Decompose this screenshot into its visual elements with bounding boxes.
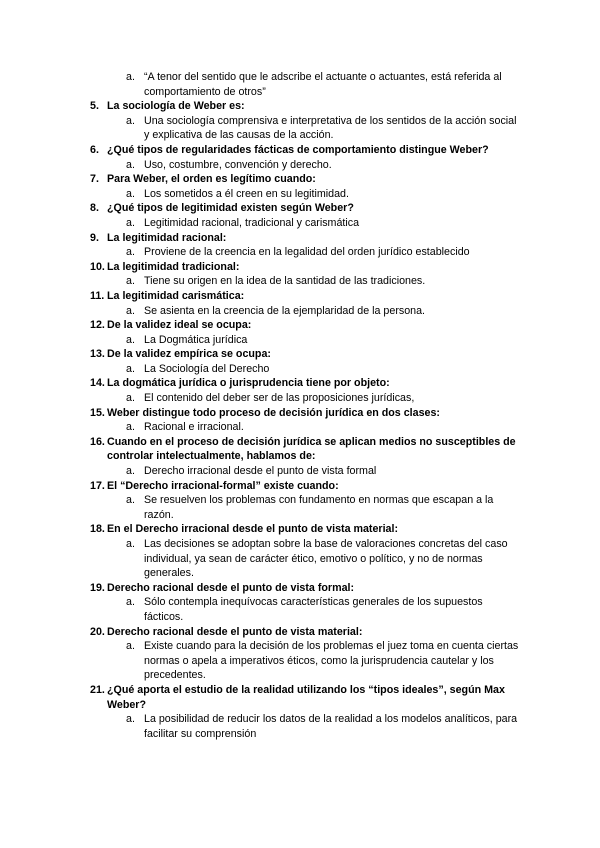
question-text: De la validez ideal se ocupa: bbox=[107, 319, 252, 332]
question bbox=[0, 581, 600, 596]
question-text: La legitimidad racional: bbox=[107, 231, 227, 244]
qa-item bbox=[0, 231, 600, 260]
answer-text: La Dogmática jurídica bbox=[144, 333, 248, 346]
answer-text: Se resuelven los problemas con fundamento en normas que escapan a la razón. bbox=[144, 494, 494, 521]
question-text: Derecho racional desde el punto de vista formal: bbox=[107, 581, 355, 594]
answer-letter: a. bbox=[126, 713, 135, 726]
question bbox=[0, 479, 600, 494]
answer bbox=[0, 187, 600, 202]
question-number: 8. bbox=[90, 202, 99, 215]
document-page bbox=[0, 70, 600, 741]
qa-item bbox=[0, 625, 600, 683]
answer-letter: a. bbox=[126, 158, 135, 171]
answer-letter: a. bbox=[126, 538, 135, 550]
answer-letter: a. bbox=[126, 392, 135, 405]
question-number: 14. bbox=[90, 377, 105, 390]
question-number: 21. bbox=[90, 683, 105, 696]
question-text: De la validez empírica se ocupa: bbox=[107, 348, 271, 361]
answer bbox=[0, 639, 600, 683]
question bbox=[0, 231, 600, 246]
question-text: La dogmática jurídica o jurisprudencia tiene por objeto: bbox=[107, 377, 390, 390]
qa-item bbox=[0, 435, 600, 479]
answer-letter: a. bbox=[126, 304, 135, 317]
qa-item bbox=[0, 201, 600, 230]
answer-text: Los sometidos a él creen en su legitimidad. bbox=[144, 187, 349, 200]
answer-text: “A tenor del sentido que le adscribe el actuante o actuantes, está referida al comportamiento de otros” bbox=[144, 71, 502, 98]
answer-text: Legitimidad racional, tradicional y carismática bbox=[144, 216, 360, 229]
question-number: 6. bbox=[90, 143, 99, 156]
answer-letter: a. bbox=[126, 246, 135, 259]
question bbox=[0, 201, 600, 216]
answer bbox=[0, 464, 600, 479]
question-number: 5. bbox=[90, 100, 99, 113]
answer bbox=[0, 245, 600, 260]
question-text: El “Derecho irracional-formal” existe cuando: bbox=[107, 479, 339, 492]
qa-item bbox=[0, 99, 600, 143]
answer bbox=[0, 216, 600, 231]
answer-text: Derecho irracional desde el punto de vista formal bbox=[144, 465, 377, 478]
question-number: 7. bbox=[90, 173, 99, 186]
question-number: 13. bbox=[90, 348, 105, 361]
answer bbox=[0, 114, 600, 143]
question-number: 20. bbox=[90, 625, 105, 638]
answer bbox=[0, 420, 600, 435]
qa-item bbox=[0, 70, 600, 99]
question-text: La legitimidad tradicional: bbox=[107, 260, 240, 273]
answer bbox=[0, 493, 600, 522]
question-number: 18. bbox=[90, 523, 105, 536]
question-text: ¿Qué tipos de regularidades fácticas de comportamiento distingue Weber? bbox=[107, 143, 489, 156]
question bbox=[0, 260, 600, 275]
question-text: Cuando en el proceso de decisión jurídica se aplican medios no susceptibles de controlar intelectualmente, hablamos de: bbox=[107, 435, 516, 463]
answer bbox=[0, 362, 600, 377]
answer bbox=[0, 70, 600, 99]
qa-item bbox=[0, 143, 600, 172]
question bbox=[0, 143, 600, 158]
qa-item bbox=[0, 522, 600, 580]
answer-letter: a. bbox=[126, 465, 135, 478]
qa-item bbox=[0, 318, 600, 347]
answer-letter: a. bbox=[126, 216, 135, 229]
qa-item bbox=[0, 172, 600, 201]
qa-item bbox=[0, 479, 600, 523]
answer-text: Las decisiones se adoptan sobre la base de valoraciones concretas del caso individual, ya sean de carácter ético, emotivo o político, y no de normas generales. bbox=[144, 538, 508, 580]
answer bbox=[0, 274, 600, 289]
question-number: 19. bbox=[90, 581, 105, 594]
qa-item bbox=[0, 406, 600, 435]
question-text: La legitimidad carismática: bbox=[107, 289, 245, 302]
answer bbox=[0, 537, 600, 581]
question bbox=[0, 172, 600, 187]
answer-letter: a. bbox=[126, 362, 135, 375]
answer-text: Sólo contempla inequívocas características generales de los supuestos fácticos. bbox=[144, 596, 483, 623]
qa-item bbox=[0, 347, 600, 376]
question-number: 9. bbox=[90, 231, 99, 244]
answer-text: Existe cuando para la decisión de los problemas el juez toma en cuenta ciertas normas o apela a imperativos éticos, como la jurisprudencia cautelar y los precedentes. bbox=[144, 640, 519, 682]
answer-text: La Sociología del Derecho bbox=[144, 362, 270, 375]
answer-letter: a. bbox=[126, 187, 135, 200]
question bbox=[0, 522, 600, 537]
answer-text: Uso, costumbre, convención y derecho. bbox=[144, 158, 332, 171]
answer bbox=[0, 304, 600, 319]
question-number: 16. bbox=[90, 435, 105, 448]
qa-item bbox=[0, 376, 600, 405]
answer-letter: a. bbox=[126, 114, 135, 127]
answer-letter: a. bbox=[126, 333, 135, 346]
qa-item bbox=[0, 260, 600, 289]
question bbox=[0, 99, 600, 114]
question bbox=[0, 406, 600, 421]
answer-letter: a. bbox=[126, 421, 135, 434]
answer-letter: a. bbox=[126, 275, 135, 288]
answer-letter: a. bbox=[126, 640, 135, 653]
question-text: Para Weber, el orden es legítimo cuando: bbox=[107, 173, 316, 186]
answer-text: Una sociología comprensiva e interpretativa de los sentidos de la acción social y explicativa de las causas de la acción. bbox=[144, 114, 517, 142]
answer-text: El contenido del deber ser de las proposiciones jurídicas, bbox=[144, 392, 415, 405]
answer-text: La posibilidad de reducir los datos de la realidad a los modelos analíticos, para facilitar su comprensión bbox=[144, 713, 518, 740]
question bbox=[0, 347, 600, 362]
question bbox=[0, 625, 600, 640]
question-text: ¿Qué tipos de legitimidad existen según Weber? bbox=[107, 202, 354, 215]
answer-text: Racional e irracional. bbox=[144, 421, 244, 434]
question-number: 11. bbox=[90, 289, 105, 302]
answer bbox=[0, 391, 600, 406]
question-number: 12. bbox=[90, 319, 105, 332]
question-text: ¿Qué aporta el estudio de la realidad utilizando los “tipos ideales”, según Max Weber? bbox=[107, 683, 505, 711]
answer-letter: a. bbox=[126, 494, 135, 507]
answer-letter: a. bbox=[126, 71, 135, 83]
question bbox=[0, 376, 600, 391]
qa-item bbox=[0, 289, 600, 318]
question bbox=[0, 683, 600, 712]
answer-letter: a. bbox=[126, 596, 135, 609]
question bbox=[0, 289, 600, 304]
answer bbox=[0, 333, 600, 348]
answer bbox=[0, 712, 600, 741]
question bbox=[0, 435, 600, 464]
answer-text: Se asienta en la creencia de la ejemplaridad de la persona. bbox=[144, 304, 426, 317]
answer-text: Proviene de la creencia en la legalidad del orden jurídico establecido bbox=[144, 246, 470, 259]
question-text: En el Derecho irracional desde el punto de vista material: bbox=[107, 523, 399, 536]
answer bbox=[0, 595, 600, 624]
question-number: 15. bbox=[90, 406, 105, 419]
question bbox=[0, 318, 600, 333]
question-text: La sociología de Weber es: bbox=[107, 100, 245, 113]
question-number: 17. bbox=[90, 479, 105, 492]
question-text: Derecho racional desde el punto de vista material: bbox=[107, 625, 363, 638]
answer bbox=[0, 158, 600, 173]
question-number: 10. bbox=[90, 260, 105, 273]
question-text: Weber distingue todo proceso de decisión jurídica en dos clases: bbox=[107, 406, 440, 419]
qa-item bbox=[0, 581, 600, 625]
qa-item bbox=[0, 683, 600, 741]
answer-text: Tiene su origen en la idea de la santidad de las tradiciones. bbox=[144, 275, 426, 288]
